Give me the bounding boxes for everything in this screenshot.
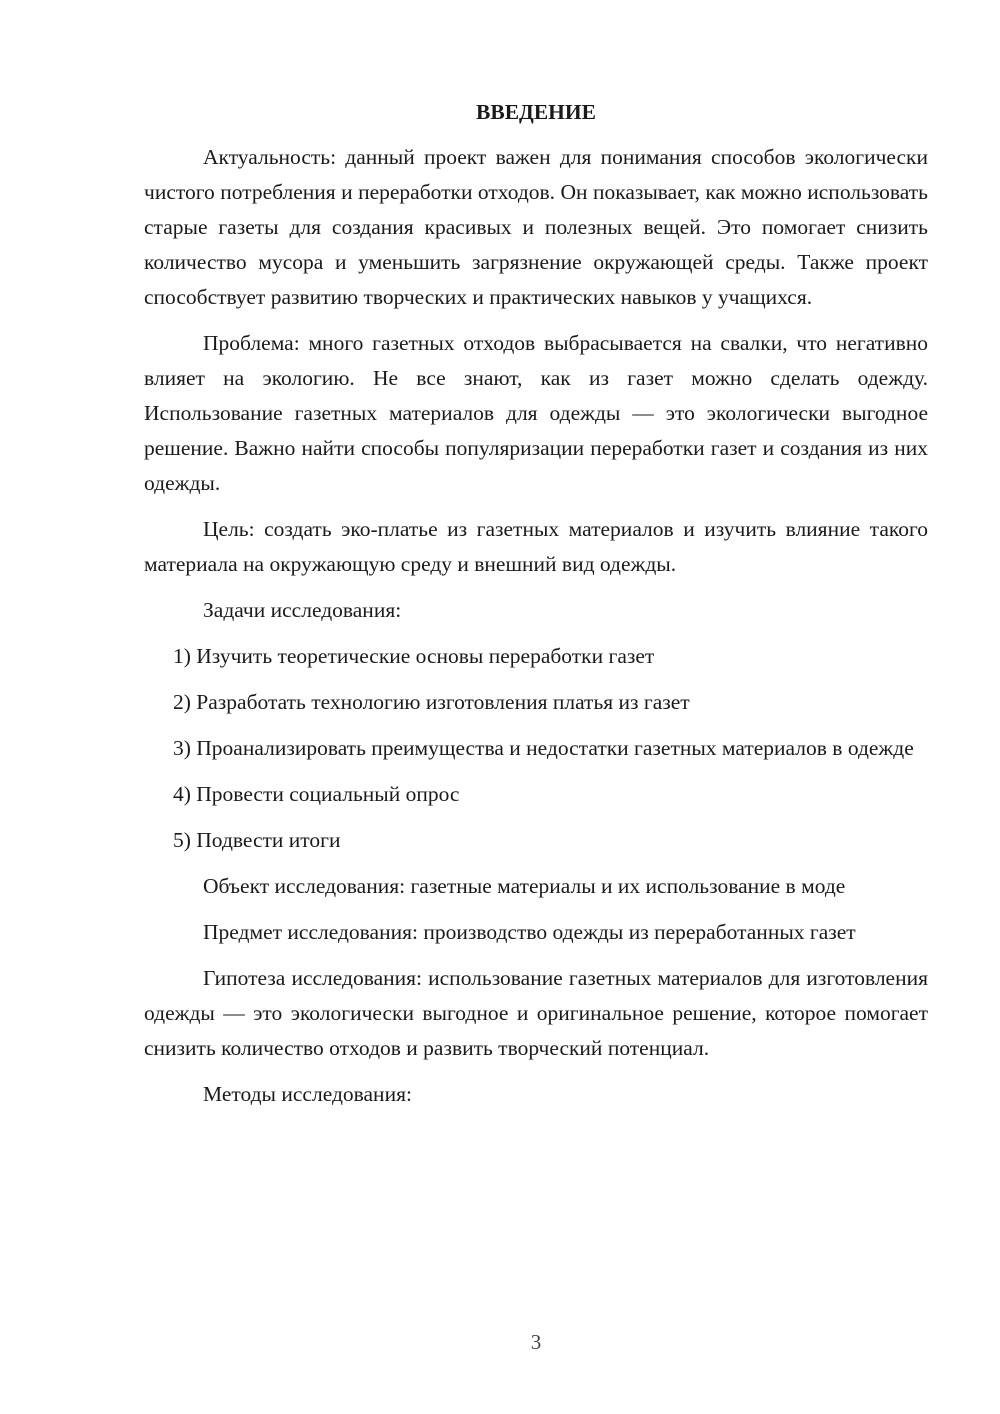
- page-title: ВВЕДЕНИЕ: [476, 100, 596, 124]
- task-item-2: 2) Разработать технологию изготовления платья из газет: [173, 690, 690, 714]
- problem-paragraph: Проблема: много газетных отходов выбрасывается на свалки, что негативно влияет на экологию. Не все знают, как из газет можно сделать одежду. Использование газетных материалов для одежды — это экологически выгодное решение. Важно найти способы популяризации переработки газет и создания из них одежды.: [144, 331, 928, 495]
- object-paragraph: Объект исследования: газетные материалы и их использование в моде: [203, 874, 846, 898]
- subject-paragraph: Предмет исследования: производство одежды из переработанных газет: [203, 920, 856, 944]
- hypothesis-paragraph: Гипотеза исследования: использование газетных материалов для изготовления одежды — это экологически выгодное и оригинальное решение, которое помогает снизить количество отходов и развить творческий потенциал.: [144, 966, 928, 1060]
- task-item-5: 5) Подвести итоги: [173, 828, 341, 852]
- relevance-paragraph: Актуальность: данный проект важен для понимания способов экологически чистого потребления и переработки отходов. Он показывает, как можно использовать старые газеты для создания красивых и полезных вещей. Это помогает снизить количество мусора и уменьшить загрязнение окружающей среды. Также проект способствует развитию творческих и практических навыков у учащихся.: [144, 145, 928, 309]
- methods-heading: Методы исследования:: [203, 1082, 412, 1106]
- task-item-3: 3) Проанализировать преимущества и недостатки газетных материалов в одежде: [173, 736, 914, 760]
- document-page: [144, 95, 928, 1112]
- goal-paragraph: Цель: создать эко-платье из газетных материалов и изучить влияние такого материала на окружающую среду и внешний вид одежды.: [144, 517, 928, 576]
- tasks-heading: Задачи исследования:: [203, 598, 402, 622]
- task-item-4: 4) Провести социальный опрос: [173, 782, 460, 806]
- task-item-1: 1) Изучить теоретические основы переработки газет: [173, 644, 655, 668]
- page-number: 3: [530, 1330, 542, 1354]
